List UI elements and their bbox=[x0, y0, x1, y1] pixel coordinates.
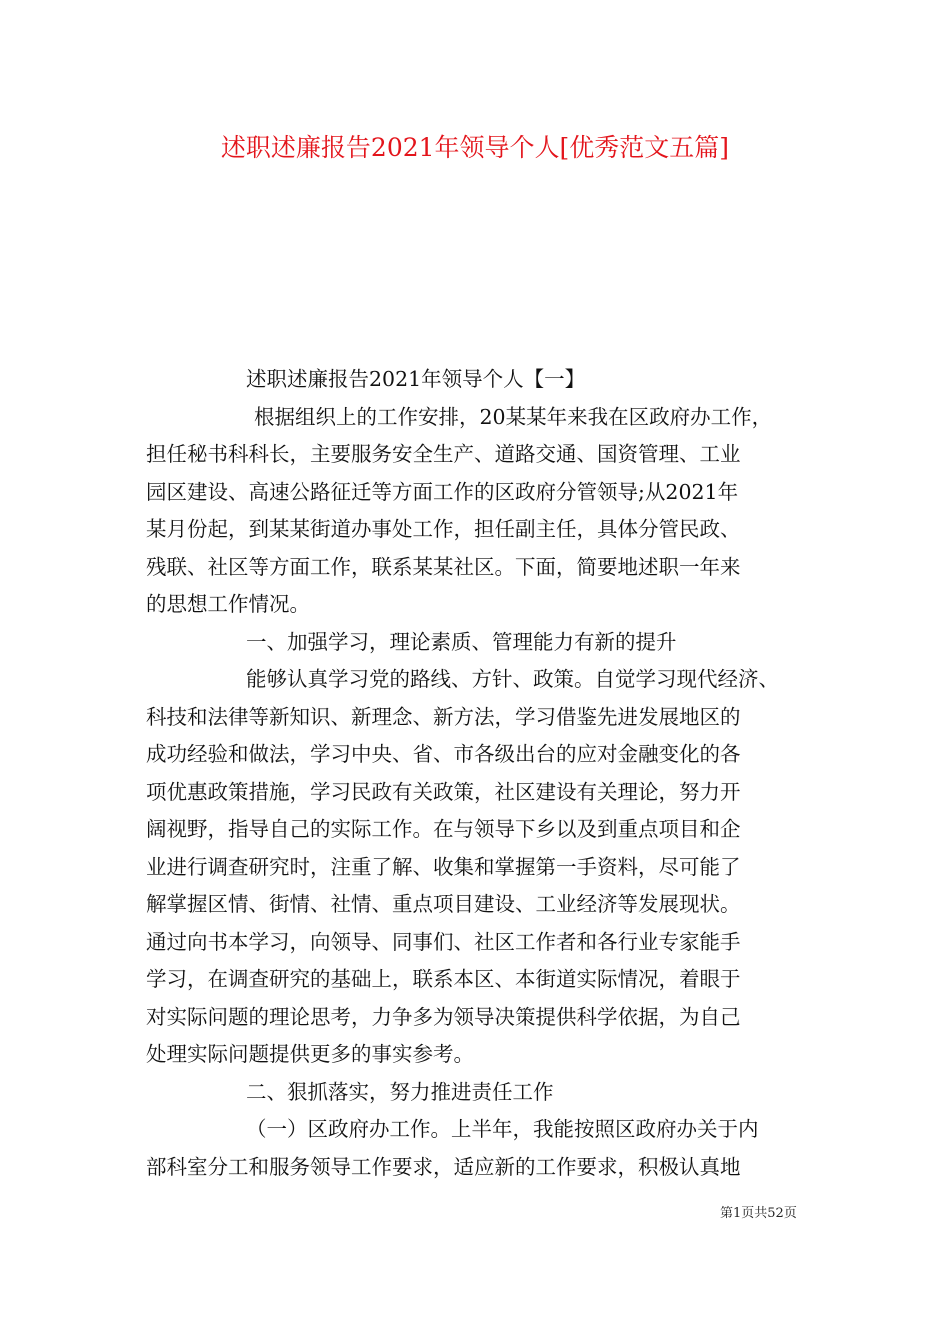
paragraph-line: 项优惠政策措施，学习民政有关政策，社区建设有关理论，努力开 bbox=[146, 779, 741, 804]
page-number: 第1页共52页 bbox=[720, 1206, 797, 1221]
paragraph-line: （一）区政府办工作。上半年，我能按照区政府办关于内 bbox=[246, 1117, 759, 1141]
subsection-heading: 二、狠抓落实，努力推进责任工作 bbox=[246, 1079, 554, 1104]
paragraph-line: 解掌握区情、街情、社情、重点项目建设、工业经济等发展现状。 bbox=[146, 892, 741, 916]
paragraph-line: 学习，在调查研究的基础上，联系本区、本街道实际情况，着眼于 bbox=[146, 967, 741, 991]
paragraph-line: 阔视野，指导自己的实际工作。在与领导下乡以及到重点项目和企 bbox=[146, 817, 741, 841]
paragraph-line: 能够认真学习党的路线、方针、政策。自觉学习现代经济、 bbox=[246, 667, 779, 691]
paragraph-line: 通过向书本学习，向领导、同事们、社区工作者和各行业专家能手 bbox=[146, 929, 741, 954]
paragraph-line: 部科室分工和服务领导工作要求，适应新的工作要求，积极认真地 bbox=[146, 1154, 741, 1179]
paragraph-line: 科技和法律等新知识、新理念、新方法，学习借鉴先进发展地区的 bbox=[146, 704, 741, 729]
document-body bbox=[146, 361, 808, 1186]
paragraph-line: 园区建设、高速公路征迁等方面工作的区政府分管领导;从2021年 bbox=[146, 479, 739, 504]
paragraph-line: 业进行调查研究时，注重了解、收集和掌握第一手资料，尽可能了 bbox=[146, 854, 741, 879]
paragraph-line: 的思想工作情况。 bbox=[146, 592, 310, 616]
document-title: 述职述廉报告2021年领导个人[优秀范文五篇] bbox=[220, 133, 730, 162]
paragraph-line: 成功经验和做法，学习中央、省、市各级出台的应对金融变化的各 bbox=[146, 742, 741, 766]
paragraph-line: 某月份起，到某某街道办事处工作，担任副主任，具体分管民政、 bbox=[146, 517, 741, 541]
subsection-heading: 一、加强学习，理论素质、管理能力有新的提升 bbox=[246, 629, 677, 654]
paragraph-line: 处理实际问题提供更多的事实参考。 bbox=[146, 1042, 474, 1066]
paragraph-line: 担任秘书科科长，主要服务安全生产、道路交通、国资管理、工业 bbox=[146, 442, 741, 466]
paragraph-line: 根据组织上的工作安排，20某某年来我在区政府办工作， bbox=[254, 404, 773, 429]
paragraph-line: 对实际问题的理论思考，力争多为领导决策提供科学依据，为自己 bbox=[146, 1004, 741, 1029]
paragraph-line: 残联、社区等方面工作，联系某某社区。下面，简要地述职一年来 bbox=[146, 554, 741, 579]
section-heading: 述职述廉报告2021年领导个人【一】 bbox=[246, 367, 586, 391]
